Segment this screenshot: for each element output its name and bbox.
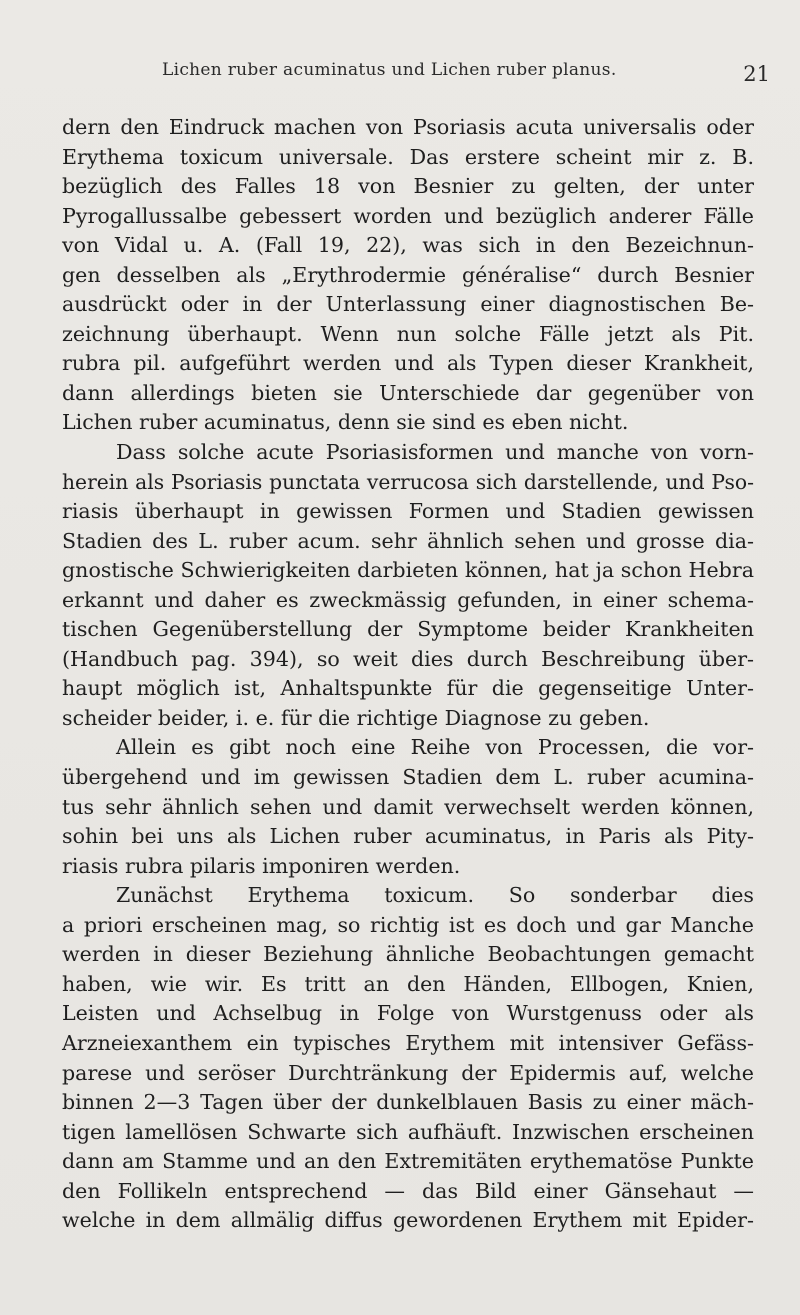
text-line: tigen lamellösen Schwarte sich aufhäuft. Inzwischen erscheinen [62, 1119, 754, 1144]
text-line: Leisten und Achselbug in Folge von Wurstgenuss oder als [62, 1001, 754, 1026]
text-line: Erythema toxicum universale. Das erstere scheint mir z. B. [62, 144, 754, 169]
text-line: haupt möglich ist, Anhaltspunkte für die gegenseitige Unter- [62, 676, 754, 701]
text-line: herein als Psoriasis punctata verrucosa sich darstellende, und Pso- [62, 469, 754, 494]
text-line: sohin bei uns als Lichen ruber acuminatus, in Paris als Pity- [62, 824, 754, 849]
text-line: gnostische Schwierigkeiten darbieten können, hat ja schon Hebra [62, 558, 754, 583]
text-line: binnen 2—3 Tagen über der dunkelblauen Basis zu einer mäch- [62, 1090, 754, 1115]
text-line: übergehend und im gewissen Stadien dem L. ruber acumina- [62, 765, 754, 790]
text-line: Dass solche acute Psoriasisformen und manche von vorn- [116, 440, 754, 465]
text-line: von Vidal u. A. (Fall 19, 22), was sich in den Bezeichnun- [62, 233, 754, 258]
text-line: scheider beider, i. e. für die richtige Diagnose zu geben. [62, 705, 650, 730]
text-line: dann allerdings bieten sie Unterschiede dar gegenüber von [62, 380, 754, 405]
text-line: ausdrückt oder in der Unterlassung einer diagnostischen Be- [62, 292, 754, 317]
text-line: Arzneiexanthem ein typisches Erythem mit intensiver Gefäss- [62, 1030, 754, 1055]
text-line: a priori erscheinen mag, so richtig ist es doch und gar Manche [62, 912, 754, 937]
text-line: Zunächst Erythema toxicum. So sonderbar dies [116, 883, 754, 908]
text-line: tischen Gegenüberstellung der Symptome beider Krankheiten [62, 617, 754, 642]
text-line: Stadien des L. ruber acum. sehr ähnlich sehen und grosse dia- [62, 528, 754, 553]
text-line: zeichnung überhaupt. Wenn nun solche Fälle jetzt als Pit. [62, 321, 754, 346]
text-line: Lichen ruber acuminatus, denn sie sind es eben nicht. [62, 410, 629, 435]
body-text [62, 113, 754, 1236]
text-line: (Handbuch pag. 394), so weit dies durch Beschreibung über- [62, 646, 754, 671]
text-line: tus sehr ähnlich sehen und damit verwechselt werden können, [62, 794, 754, 819]
text-line: welche in dem allmälig diffus gewordenen Erythem mit Epider- [62, 1208, 754, 1233]
page-number: 21 [743, 62, 770, 86]
text-line: dern den Eindruck machen von Psoriasis acuta universalis oder [62, 115, 754, 139]
text-line: den Follikeln entsprechend — das Bild einer Gänsehaut — [62, 1178, 754, 1203]
page-header [62, 60, 770, 90]
text-line: Allein es gibt noch eine Reihe von Processen, die vor- [116, 735, 754, 760]
text-line: gen desselben als „Erythrodermie généralise“ durch Besnier [62, 262, 754, 287]
text-line: haben, wie wir. Es tritt an den Händen, Ellbogen, Knien, [62, 971, 754, 996]
text-line: parese und seröser Durchtränkung der Epidermis auf, welche [62, 1060, 754, 1085]
text-line: dann am Stamme und an den Extremitäten erythematöse Punkte [62, 1149, 754, 1174]
text-line: werden in dieser Beziehung ähnliche Beobachtungen gemacht [62, 942, 754, 967]
text-line: erkannt und daher es zweckmässig gefunden, in einer schema- [62, 587, 754, 612]
text-line: bezüglich des Falles 18 von Besnier zu gelten, der unter [62, 174, 754, 199]
text-line: rubra pil. aufgeführt werden und als Typen dieser Krankheit, [62, 351, 754, 376]
text-line: Pyrogallussalbe gebessert worden und bezüglich anderer Fälle [62, 203, 754, 228]
running-title: Lichen ruber acuminatus und Lichen ruber planus. [162, 60, 617, 80]
text-line: riasis überhaupt in gewissen Formen und Stadien gewissen [62, 499, 754, 524]
text-line: riasis rubra pilaris imponiren werden. [62, 853, 461, 878]
